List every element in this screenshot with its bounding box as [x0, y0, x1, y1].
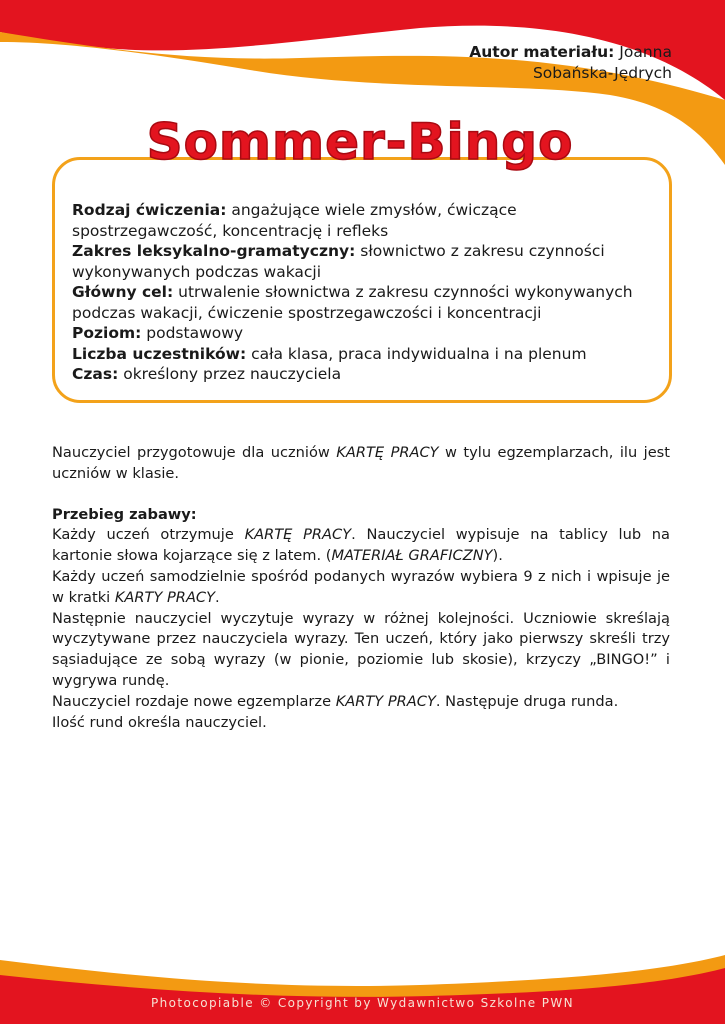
procedure-step-2: Każdy uczeń samodzielnie spośród podanych wyrazów wybiera 9 z nich i wpisuje je w kratki KARTY PRACY. — [52, 567, 670, 606]
info-value: podstawowy — [141, 324, 244, 342]
info-value: cała klasa, praca indywidualna i na plenum — [246, 344, 587, 363]
info-value: słownictwo z zakresu czynności wykonywanych podczas wakacji — [72, 242, 605, 281]
body-text — [52, 443, 670, 733]
author-credit — [372, 42, 672, 84]
info-item-goal — [72, 282, 662, 323]
info-item-time — [72, 364, 662, 385]
procedure-step-1: Każdy uczeń otrzymuje KARTĘ PRACY. Nauczyciel wypisuje na tablicy lub na kartonie słowa kojarzące się z latem. (MATERIAŁ GRAFICZNY). — [52, 526, 671, 565]
info-value: utrwalenie słownictwa z zakresu czynności wykonywanych podczas wakacji, ćwiczenie spostrzegawczości i koncentracji — [72, 283, 633, 322]
info-label: Główny cel: — [72, 283, 174, 301]
author-first-name: Joanna — [619, 43, 672, 61]
info-item-level — [72, 323, 662, 344]
title-logo — [140, 105, 580, 175]
procedure-step-4: Nauczyciel rozdaje nowe egzemplarze KARTY PRACY. Następuje druga runda. — [52, 692, 619, 710]
info-item-type — [72, 200, 662, 241]
procedure-step-5: Ilość rund określa nauczyciel. — [52, 713, 267, 731]
page-title: Sommer-Bingo — [146, 113, 574, 171]
procedure-step-3: Następnie nauczyciel wyczytuje wyrazy w różnej kolejności. Uczniowie skreślają wyczytywane przez nauczyciela wyrazy. Ten uczeń, który jako pierwszy skreśli trzy sąsiadujące ze sobą wyrazy (w pionie, poziomie lub skosie), krzyczy „BINGO!” i wygrywa rundę. — [52, 609, 670, 689]
author-last-name: Sobańska-Jędrych — [532, 64, 672, 82]
info-label: Rodzaj ćwiczenia: — [72, 201, 227, 219]
info-label: Czas: — [72, 365, 119, 383]
info-label: Liczba uczestników: — [72, 344, 247, 363]
procedure-heading: Przebieg zabawy: — [52, 505, 197, 523]
info-value: określony przez nauczyciela — [118, 365, 342, 383]
info-list — [72, 200, 662, 385]
info-label: Poziom: — [72, 324, 142, 342]
worksheet-ref: KARTĘ PRACY — [336, 444, 439, 461]
author-label: Autor materiału: — [469, 43, 615, 61]
info-label: Zakres leksykalno-gramatyczny: — [72, 242, 356, 260]
intro-paragraph: Nauczyciel przygotowuje dla uczniów KARTĘ PRACY w tylu egzemplarzach, ilu jest uczniów w klasie. — [52, 444, 671, 482]
info-value: angażujące wiele zmysłów, ćwiczące spostrzegawczość, koncentrację i refleks — [72, 201, 517, 240]
info-item-scope — [72, 241, 662, 282]
footer-copyright: Photocopiable © Copyright by Wydawnictwo Szkolne PWN — [151, 996, 574, 1010]
info-item-participants — [72, 344, 662, 365]
